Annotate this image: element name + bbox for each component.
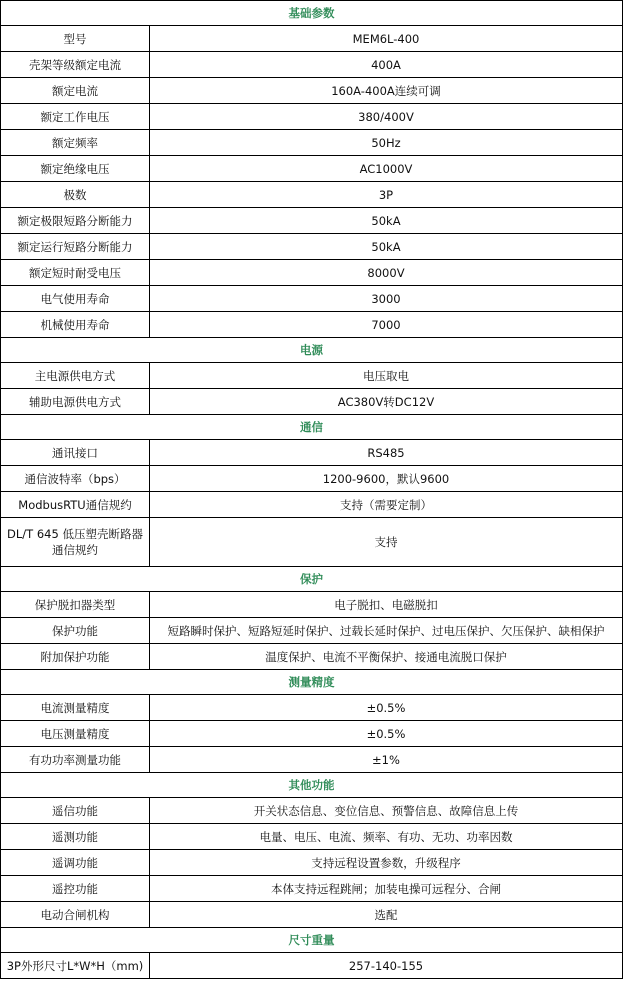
param-value: 本体支持远程跳闸；加装电操可远程分、合闸 — [150, 876, 623, 902]
param-value: 电压取电 — [150, 363, 623, 389]
param-label: 遥调功能 — [1, 850, 150, 876]
table-row — [1, 644, 623, 670]
table-row — [1, 312, 623, 338]
param-value: 选配 — [150, 902, 623, 928]
table-row — [1, 798, 623, 824]
param-value: 380/400V — [150, 104, 623, 130]
param-value: 支持远程设置参数，升级程序 — [150, 850, 623, 876]
param-value: 温度保护、电流不平衡保护、接通电流脱口保护 — [150, 644, 623, 670]
table-row — [1, 260, 623, 286]
section-header-protection — [1, 567, 623, 592]
table-row — [1, 389, 623, 415]
section-header-dimensions — [1, 928, 623, 953]
param-label: 附加保护功能 — [1, 644, 150, 670]
table-row — [1, 695, 623, 721]
param-value: 电子脱扣、电磁脱扣 — [150, 592, 623, 618]
param-label: 壳架等级额定电流 — [1, 52, 150, 78]
param-label: 3P外形尺寸L*W*H（mm) — [1, 953, 150, 979]
param-value: 50Hz — [150, 130, 623, 156]
table-row — [1, 953, 623, 979]
section-header-power — [1, 338, 623, 363]
param-value: 支持（需要定制） — [150, 492, 623, 518]
param-label: 遥测功能 — [1, 824, 150, 850]
param-label: 有功功率测量功能 — [1, 747, 150, 773]
param-label: 机械使用寿命 — [1, 312, 150, 338]
table-row — [1, 156, 623, 182]
param-label-line1: DL/T 645 低压塑壳断路器 — [7, 527, 143, 541]
param-label: 遥信功能 — [1, 798, 150, 824]
param-label: 额定短时耐受电压 — [1, 260, 150, 286]
param-value: RS485 — [150, 440, 623, 466]
param-label: 保护脱扣器类型 — [1, 592, 150, 618]
table-row — [1, 492, 623, 518]
table-row — [1, 363, 623, 389]
param-label: 电流测量精度 — [1, 695, 150, 721]
section-header-other — [1, 773, 623, 798]
param-value: MEM6L-400 — [150, 26, 623, 52]
param-value: 160A-400A连续可调 — [150, 78, 623, 104]
param-label: 主电源供电方式 — [1, 363, 150, 389]
param-label: 遥控功能 — [1, 876, 150, 902]
section-title: 尺寸重量 — [1, 928, 623, 953]
param-value: 3P — [150, 182, 623, 208]
param-value: 1200-9600，默认9600 — [150, 466, 623, 492]
table-row — [1, 721, 623, 747]
param-label: 电压测量精度 — [1, 721, 150, 747]
table-row — [1, 130, 623, 156]
table-row — [1, 104, 623, 130]
section-title: 测量精度 — [1, 670, 623, 695]
param-label — [1, 518, 150, 567]
table-row — [1, 747, 623, 773]
table-row — [1, 286, 623, 312]
param-value: ±0.5% — [150, 695, 623, 721]
table-row — [1, 902, 623, 928]
param-label: 额定电流 — [1, 78, 150, 104]
param-label: 电气使用寿命 — [1, 286, 150, 312]
param-value: ±1% — [150, 747, 623, 773]
param-value: 50kA — [150, 234, 623, 260]
param-value: 开关状态信息、变位信息、预警信息、故障信息上传 — [150, 798, 623, 824]
param-value: AC1000V — [150, 156, 623, 182]
section-title: 其他功能 — [1, 773, 623, 798]
table-row — [1, 208, 623, 234]
param-value: 短路瞬时保护、短路短延时保护、过载长延时保护、过电压保护、欠压保护、缺相保护 — [150, 618, 623, 644]
param-label: 额定运行短路分断能力 — [1, 234, 150, 260]
param-label: 极数 — [1, 182, 150, 208]
section-header-measurement — [1, 670, 623, 695]
table-row — [1, 78, 623, 104]
section-title: 电源 — [1, 338, 623, 363]
param-label: 保护功能 — [1, 618, 150, 644]
param-value: 8000V — [150, 260, 623, 286]
param-value: 7000 — [150, 312, 623, 338]
param-label: 额定绝缘电压 — [1, 156, 150, 182]
param-value: ±0.5% — [150, 721, 623, 747]
section-header-communication — [1, 415, 623, 440]
table-row — [1, 440, 623, 466]
param-label: 通讯接口 — [1, 440, 150, 466]
section-title: 基础参数 — [1, 1, 623, 26]
section-header-basic — [1, 1, 623, 26]
param-label: 辅助电源供电方式 — [1, 389, 150, 415]
param-label: 通信波特率（bps） — [1, 466, 150, 492]
param-value: 50kA — [150, 208, 623, 234]
table-row — [1, 466, 623, 492]
table-row — [1, 52, 623, 78]
table-row — [1, 182, 623, 208]
section-title: 保护 — [1, 567, 623, 592]
param-label: ModbusRTU通信规约 — [1, 492, 150, 518]
param-label: 额定极限短路分断能力 — [1, 208, 150, 234]
table-row — [1, 26, 623, 52]
table-row — [1, 876, 623, 902]
table-row — [1, 618, 623, 644]
param-value: 257-140-155 — [150, 953, 623, 979]
param-label: 电动合闸机构 — [1, 902, 150, 928]
param-label-line2: 通信规约 — [52, 543, 98, 557]
param-label: 型号 — [1, 26, 150, 52]
param-value: 3000 — [150, 286, 623, 312]
table-row — [1, 824, 623, 850]
param-value: 400A — [150, 52, 623, 78]
param-value: 支持 — [150, 518, 623, 567]
param-value: AC380V转DC12V — [150, 389, 623, 415]
param-label: 额定频率 — [1, 130, 150, 156]
param-label: 额定工作电压 — [1, 104, 150, 130]
param-value: 电量、电压、电流、频率、有功、无功、功率因数 — [150, 824, 623, 850]
table-row — [1, 592, 623, 618]
section-title: 通信 — [1, 415, 623, 440]
table-row — [1, 234, 623, 260]
table-row — [1, 518, 623, 567]
table-row — [1, 850, 623, 876]
